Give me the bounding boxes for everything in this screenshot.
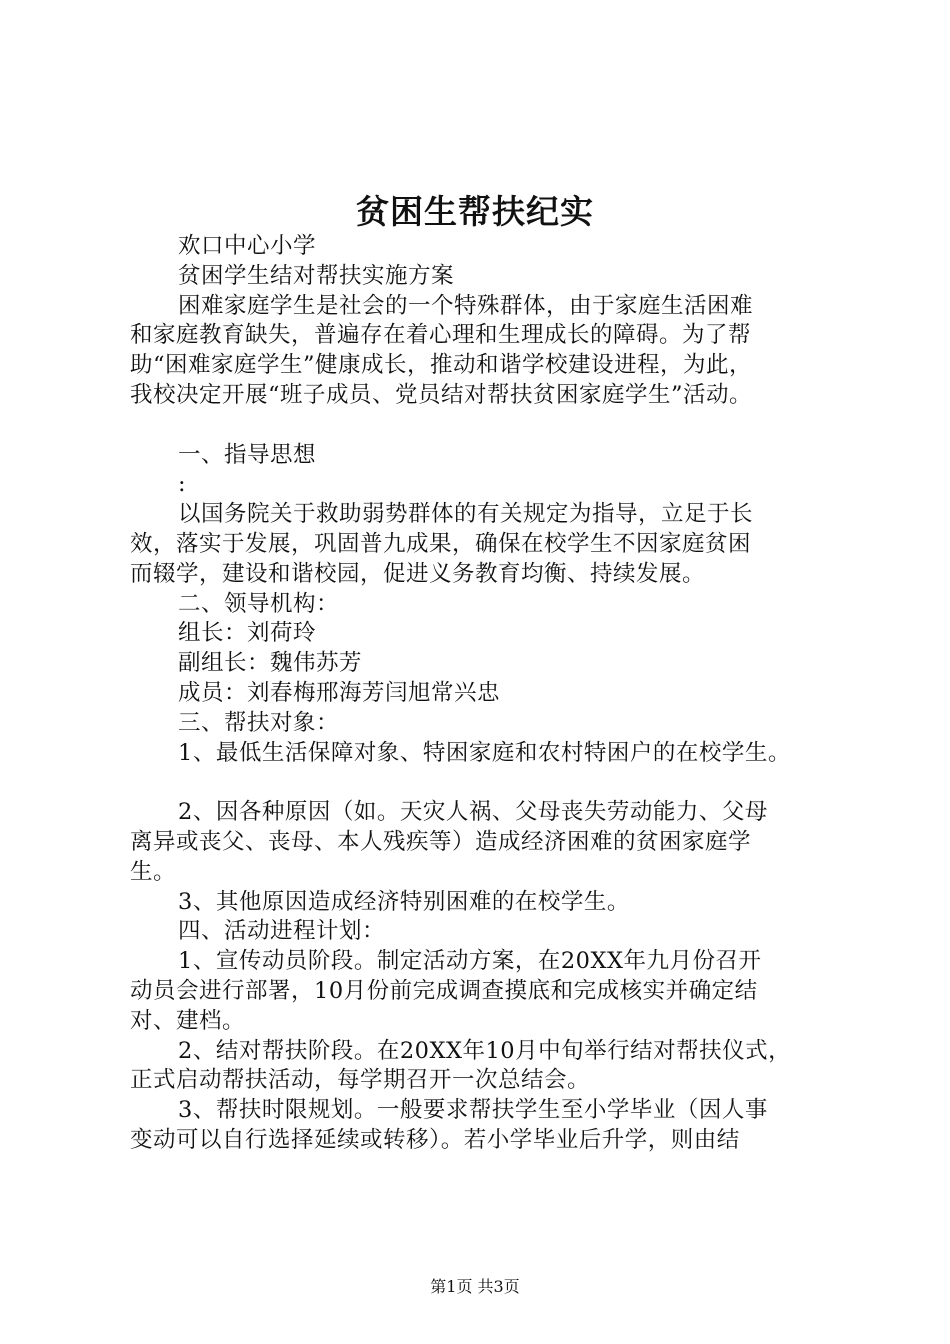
list-item: 2、因各种原因（如。天灾人祸、父母丧失劳动能力、父母 [178,799,768,826]
blank-line [130,768,860,798]
section-heading-1: 一、指导思想 [178,441,317,468]
paragraph-line: 困难家庭学生是社会的一个特殊群体，由于家庭生活困难 [178,292,754,319]
paragraph-line: 和家庭教育缺失，普遍存在着心理和生理成长的障碍。为了帮 [130,322,752,349]
paragraph-line: 正式启动帮扶活动，每学期召开一次总结会。 [130,1067,591,1094]
list-item: 1、最低生活保障对象、特困家庭和农村特困户的在校学生。 [178,739,791,766]
leader-line: 组长：刘荷玲 [178,620,317,647]
paragraph-line: 变动可以自行选择延续或转移）。若小学毕业后升学，则由结 [130,1126,740,1153]
paragraph-line: 动员会进行部署，10月份前完成调查摸底和完成核实并确定结 [130,977,758,1004]
section-heading-3: 三、帮扶对象： [178,709,340,736]
vice-leader-line: 副组长：魏伟苏芳 [178,650,363,677]
paragraph-line: 我校决定开展“班子成员、党员结对帮扶贫困家庭学生”活动。 [130,381,753,408]
section-heading-2: 二、领导机构： [178,590,340,617]
page-number-footer: 第1页 共3页 [430,1277,520,1296]
paragraph-line: 而辍学，建设和谐校园，促进义务教育均衡、持续发展。 [130,560,706,587]
paragraph-line: 助“困难家庭学生”健康成长，推动和谐学校建设进程，为此， [130,352,753,379]
paragraph-line: 离异或丧父、丧母、本人残疾等）造成经济困难的贫困家庭学 [130,828,752,855]
blank-line [130,411,860,441]
members-line: 成员：刘春梅邢海芳闫旭常兴忠 [178,679,501,706]
paragraph-line: 以国务院关于救助弱势群体的有关规定为指导，立足于长 [178,501,754,528]
list-item: 3、帮扶时限规划。一般要求帮扶学生至小学毕业（因人事 [178,1097,768,1124]
paragraph-line: 效，落实于发展，巩固普九成果，确保在校学生不因家庭贫困 [130,530,752,557]
document-body [130,232,860,1156]
document-title: 贫困生帮扶纪实 [356,192,594,231]
list-item: 2、结对帮扶阶段。在20XX年10月中旬举行结对帮扶仪式， [178,1037,792,1064]
school-name: 欢口中心小学 [178,233,317,259]
plan-subtitle: 贫困学生结对帮扶实施方案 [178,262,455,289]
section-heading-4: 四、活动进程计划： [178,918,386,945]
paragraph-line: 生。 [130,858,177,885]
paragraph-line: 对、建档。 [130,1007,246,1034]
colon-line: : [178,471,187,498]
list-item: 1、宣传动员阶段。制定活动方案，在20XX年九月份召开 [178,948,762,975]
list-item: 3、其他原因造成经济特别困难的在校学生。 [178,888,630,915]
